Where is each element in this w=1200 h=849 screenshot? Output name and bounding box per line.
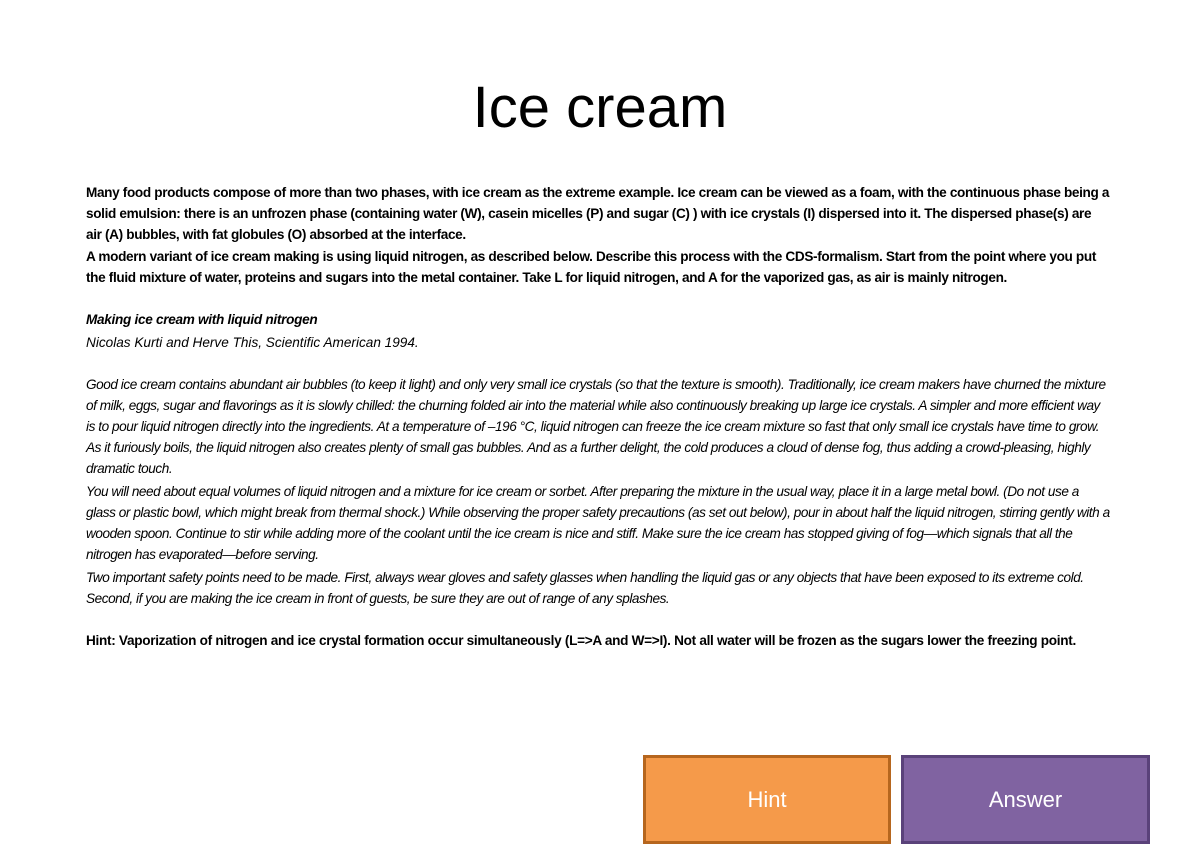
article-source: Nicolas Kurti and Herve This, Scientific American 1994.	[86, 335, 419, 350]
hint-text: Hint: Vaporization of nitrogen and ice crystal formation occur simultaneously (L=>A and W=>I). Not all water will be frozen as the sugars lower the freezing point.	[86, 633, 1076, 648]
article-paragraph-3: Two important safety points need to be made. First, always wear gloves and safety glasses when handling the liquid gas or any objects that have been exposed to its extreme cold. Second, if you are making the ice cream in front of guests, be sure they are out of range of any splashes.	[86, 570, 1084, 606]
hint-button-label: Hint	[747, 786, 787, 812]
answer-button[interactable]	[901, 755, 1150, 844]
article-paragraph-1: Good ice cream contains abundant air bubbles (to keep it light) and only very small ice crystals (so that the texture is smooth). Traditionally, ice cream makers have churned the mixture of milk, eggs, sugar and flavorings as it is slowly chilled: the churning folded air into the material while also continuously breaking up large ice crystals. A simpler and more efficient way is to pour liquid nitrogen directly into the ingredients. At a temperature of –196 °C, liquid nitrogen can freeze the ice cream mixture so fast that only small ice crystals have time to grow. As it furiously boils, the liquid nitrogen also creates plenty of small gas bubbles. And as a further delight, the cold produces a cloud of dense fog, thus adding a crowd-pleasing, highly dramatic touch.	[86, 377, 1106, 476]
intro-paragraph-1: Many food products compose of more than two phases, with ice cream as the extreme example. Ice cream can be viewed as a foam, with the continuous phase being a solid emulsion: there is an unfrozen phase (containing water (W), casein micelles (P) and sugar (C) ) with ice crystals (I) dispersed into it. The dispersed phase(s) are air (A) bubbles, with fat globules (O) absorbed at the interface.	[86, 185, 1110, 242]
slide-content	[86, 182, 1110, 651]
hint-button[interactable]	[643, 755, 891, 844]
article-title: Making ice cream with liquid nitrogen	[86, 312, 318, 327]
slide-title: Ice cream	[472, 75, 728, 140]
article-paragraph-2: You will need about equal volumes of liquid nitrogen and a mixture for ice cream or sorbet. After preparing the mixture in the usual way, place it in a large metal bowl. (Do not use a glass or plastic bowl, which might break from thermal shock.) While observing the proper safety precautions (as set out below), pour in about half the liquid nitrogen, stirring gently with a wooden spoon. Continue to stir while adding more of the coolant until the ice cream is nice and stiff. Make sure the ice cream has stopped giving of fog—which signals that all the nitrogen has evaporated—before serving.	[86, 484, 1110, 562]
answer-button-label: Answer	[988, 786, 1063, 812]
intro-paragraph-2: A modern variant of ice cream making is using liquid nitrogen, as described below. Describe this process with the CDS-formalism. Start from the point where you put the fluid mixture of water, proteins and sugars into the metal container. Take L for liquid nitrogen, and A for the vaporized gas, as air is mainly nitrogen.	[86, 249, 1097, 285]
spacer	[86, 288, 1110, 309]
spacer	[86, 353, 1110, 374]
spacer	[86, 609, 1110, 630]
